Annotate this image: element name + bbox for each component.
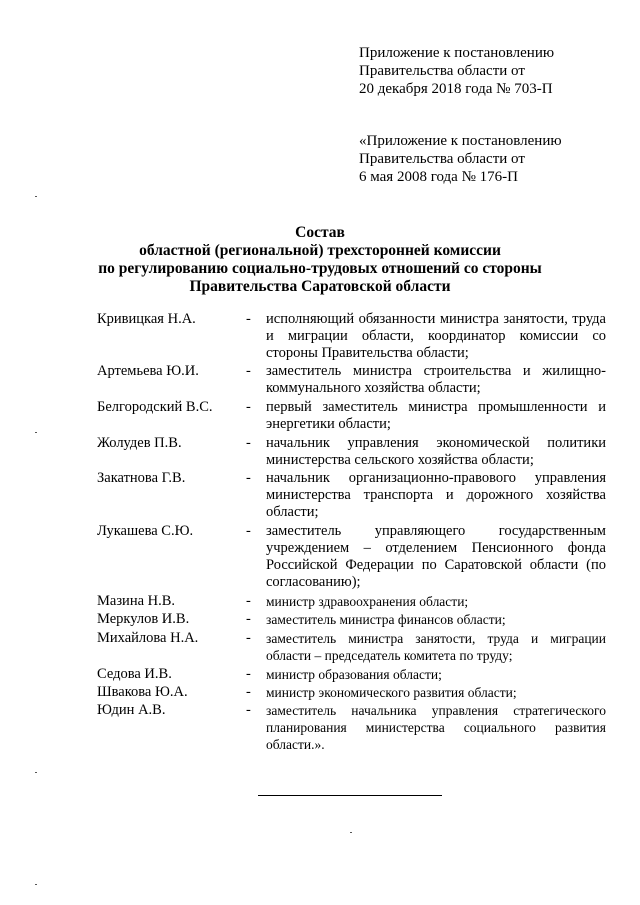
member-name: Меркулов И.В. <box>97 611 190 627</box>
member-name: Белгородский В.С. <box>97 399 213 415</box>
end-separator-line <box>258 795 442 796</box>
member-row <box>0 702 640 753</box>
member-row <box>0 611 640 628</box>
member-dash: - <box>246 435 251 451</box>
member-position: заместитель министра занятости, труда и миграции области – председатель комитета по труду; <box>266 631 606 663</box>
member-dash: - <box>246 593 251 609</box>
appendix-current <box>359 44 554 98</box>
member-name: Швакова Ю.А. <box>97 684 188 700</box>
title-line1: Состав <box>295 224 345 241</box>
member-row <box>0 470 640 521</box>
scan-speck <box>35 772 37 773</box>
appendix-original-line3: 6 мая 2008 года № 176-П <box>359 169 518 185</box>
title-line4: Правительства Саратовской области <box>189 278 451 295</box>
member-dash: - <box>246 684 251 700</box>
member-position: исполняющий обязанности министра занятости, труда и миграции области, координатор комиссии со стороны Правительства области; <box>266 311 606 361</box>
member-position: заместитель министра строительства и жилищно-коммунального хозяйства области; <box>266 363 606 396</box>
member-position: заместитель начальника управления стратегического планирования министерства социального развития области.». <box>266 703 606 752</box>
appendix-current-line1: Приложение к постановлению <box>359 45 555 61</box>
member-dash: - <box>246 363 251 379</box>
appendix-original-line2: Правительства области от <box>359 151 525 167</box>
member-name: Закатнова Г.В. <box>97 470 186 486</box>
title-line2: областной (региональной) трехсторонней комиссии <box>139 242 501 259</box>
member-dash: - <box>246 470 251 486</box>
member-position: заместитель управляющего государственным учреждением – отделением Пенсионного фонда Российской Федерации по Саратовской области (по согласованию); <box>266 523 606 590</box>
member-list <box>0 311 640 753</box>
member-row <box>0 666 640 683</box>
member-position: министр экономического развития области; <box>266 685 517 700</box>
member-position: заместитель министра финансов области; <box>266 612 506 627</box>
member-dash: - <box>246 630 251 646</box>
member-row <box>0 311 640 362</box>
member-dash: - <box>246 666 251 682</box>
member-row <box>0 399 640 433</box>
member-position: министр образования области; <box>266 667 442 682</box>
member-row <box>0 363 640 397</box>
member-dash: - <box>246 311 251 327</box>
member-name: Жолудев П.В. <box>97 435 182 451</box>
member-name: Седова И.В. <box>97 666 172 682</box>
member-row <box>0 523 640 591</box>
scan-speck <box>35 196 37 197</box>
member-row <box>0 593 640 610</box>
member-dash: - <box>246 523 251 539</box>
member-name: Юдин А.В. <box>97 702 166 718</box>
member-name: Михайлова Н.А. <box>97 630 199 646</box>
appendix-current-line2: Правительства области от <box>359 63 525 79</box>
scan-speck <box>350 832 352 833</box>
member-dash: - <box>246 399 251 415</box>
member-position: начальник организационно-правового управления министерства транспорта и дорожного хозяйства области; <box>266 470 606 520</box>
member-row <box>0 630 640 664</box>
member-name: Мазина Н.В. <box>97 593 176 609</box>
title-line3: по регулированию социально-трудовых отношений со стороны <box>98 260 542 277</box>
member-row <box>0 684 640 701</box>
scan-speck <box>35 432 37 433</box>
member-dash: - <box>246 611 251 627</box>
member-name: Лукашева С.Ю. <box>97 523 194 539</box>
appendix-current-line3: 20 декабря 2018 года № 703-П <box>359 81 553 97</box>
member-position: начальник управления экономической политики министерства сельского хозяйства области; <box>266 435 606 468</box>
appendix-original <box>359 132 562 186</box>
member-dash: - <box>246 702 251 718</box>
document-title <box>0 224 640 296</box>
member-name: Артемьева Ю.И. <box>97 363 199 379</box>
member-name: Кривицкая Н.А. <box>97 311 196 327</box>
scan-speck <box>35 884 37 885</box>
appendix-original-line1: «Приложение к постановлению <box>359 133 562 149</box>
member-position: министр здравоохранения области; <box>266 594 469 609</box>
member-row <box>0 435 640 469</box>
member-position: первый заместитель министра промышленности и энергетики области; <box>266 399 606 432</box>
